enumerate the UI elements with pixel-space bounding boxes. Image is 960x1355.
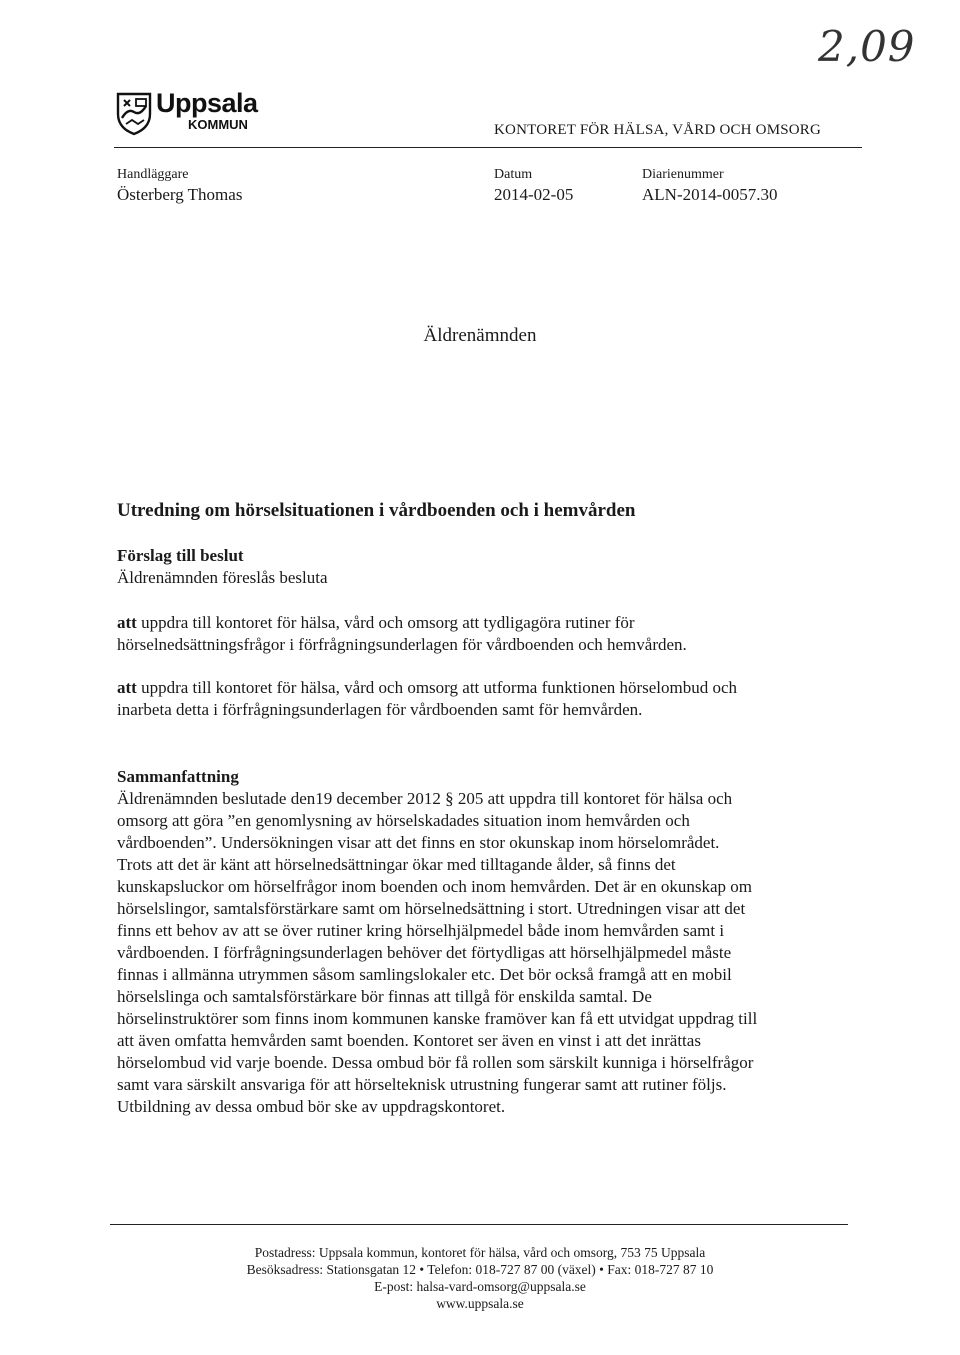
diary-label: Diarienummer — [642, 167, 724, 182]
summary-line: hörselslingor, samtalsförstärkare samt om hörselnedsättning i stort. Utredningen visar att det — [117, 899, 746, 918]
footer-postal-address: Postadress: Uppsala kommun, kontoret för hälsa, vård och omsorg, 753 75 Uppsala — [254, 1245, 706, 1260]
att-keyword: att — [117, 678, 137, 697]
summary-line: omsorg att göra ”en genomlysning av hörselskadades situation inom hemvården och — [117, 811, 690, 830]
summary-line: Äldrenämnden beslutade den19 december 2012 § 205 att uppdra till kontoret för hälsa och — [117, 789, 733, 808]
proposal-heading: Förslag till beslut — [117, 546, 244, 565]
proposal-section — [117, 545, 857, 589]
summary-line: kunskapsluckor om hörselfrågor inom boenden och inom hemvården. Det är en okunskap om — [117, 877, 752, 896]
summary-line: Trots att det är känt att hörselnedsättningar ökar med tilltagande ålder, så finns det — [117, 855, 676, 874]
summary-body — [117, 788, 857, 1118]
summary-line: Utbildning av dessa ombud bör ske av uppdragskontoret. — [117, 1097, 506, 1116]
footer-website: www.uppsala.se — [436, 1296, 524, 1311]
proposal-item-1-line2: hörselnedsättningsfrågor i förfrågningsunderlagen för vårdboenden och hemvården. — [117, 635, 687, 654]
summary-line: vårdboenden”. Undersökningen visar att det finns en stor okunskap inom hörselområdet. — [117, 833, 720, 852]
summary-line: hörselinstruktörer som finns inom kommunen kanske framöver kan få ett utvidgat uppdrag till — [117, 1009, 758, 1028]
handler-label: Handläggare — [117, 167, 189, 182]
department-name: KONTORET FÖR HÄLSA, VÅRD OCH OMSORG — [494, 122, 822, 138]
proposal-item-1 — [117, 612, 857, 656]
summary-line: vårdboenden. I förfrågningsunderlagen behöver det förtydligas att hörselhjälpmedel måste — [117, 943, 732, 962]
recipient: Äldrenämnden — [423, 325, 537, 346]
proposal-item-2 — [117, 677, 857, 721]
footer-email: E-post: halsa-vard-omsorg@uppsala.se — [374, 1279, 586, 1294]
summary-line: finnas i allmänna utrymmen såsom samlingslokaler etc. Det bör också framgå att en mobil — [117, 965, 732, 984]
document-title: Utredning om hörselsituationen i vårdboenden och i hemvården — [117, 500, 636, 521]
summary-line: samt vara särskilt ansvariga för att hörselteknisk utrustning fungerar samt att rutiner följs. — [117, 1075, 727, 1094]
uppsala-kommun-logo — [112, 88, 262, 138]
date-label: Datum — [494, 167, 533, 182]
summary-heading: Sammanfattning — [117, 767, 239, 786]
footer-visiting-address: Besöksadress: Stationsgatan 12 • Telefon: 018-727 87 00 (växel) • Fax: 018-727 87 10 — [246, 1262, 714, 1277]
header-divider — [114, 147, 862, 148]
handwritten-page-number: 2,09 — [818, 22, 916, 71]
summary-line: hörselslinga och samtalsförstärkare bör finnas att tillgå för enskilda samtal. De — [117, 987, 652, 1006]
logo-sub: KOMMUN — [188, 117, 248, 132]
date-value: 2014-02-05 — [494, 185, 574, 204]
handler-value: Österberg Thomas — [117, 185, 243, 204]
footer-divider — [110, 1224, 848, 1225]
coat-of-arms-icon — [112, 88, 156, 136]
proposal-item-2-line1: uppdra till kontoret för hälsa, vård och omsorg att utforma funktionen hörselombud och — [141, 678, 738, 697]
summary-line: hörselombud vid varje boende. Dessa ombud bör få rollen som särskilt kunniga i hörselfrågor — [117, 1053, 754, 1072]
summary-section — [117, 766, 857, 1118]
diary-value: ALN-2014-0057.30 — [642, 185, 778, 204]
proposal-intro: Äldrenämnden föreslås besluta — [117, 568, 328, 587]
footer — [0, 1244, 960, 1312]
proposal-item-2-line2: inarbeta detta i förfrågningsunderlagen för vårdboenden samt för hemvården. — [117, 700, 643, 719]
summary-line: finns ett behov av att se över rutiner kring hörselhjälpmedel både inom hemvården samt i — [117, 921, 725, 940]
att-keyword: att — [117, 613, 137, 632]
proposal-item-1-line1: uppdra till kontoret för hälsa, vård och omsorg att tydligagöra rutiner för — [141, 613, 635, 632]
logo-name: Uppsala — [156, 88, 258, 118]
summary-line: att även omfatta hemvården samt boenden. Kontoret ser även en vinst i att det inrättas — [117, 1031, 701, 1050]
